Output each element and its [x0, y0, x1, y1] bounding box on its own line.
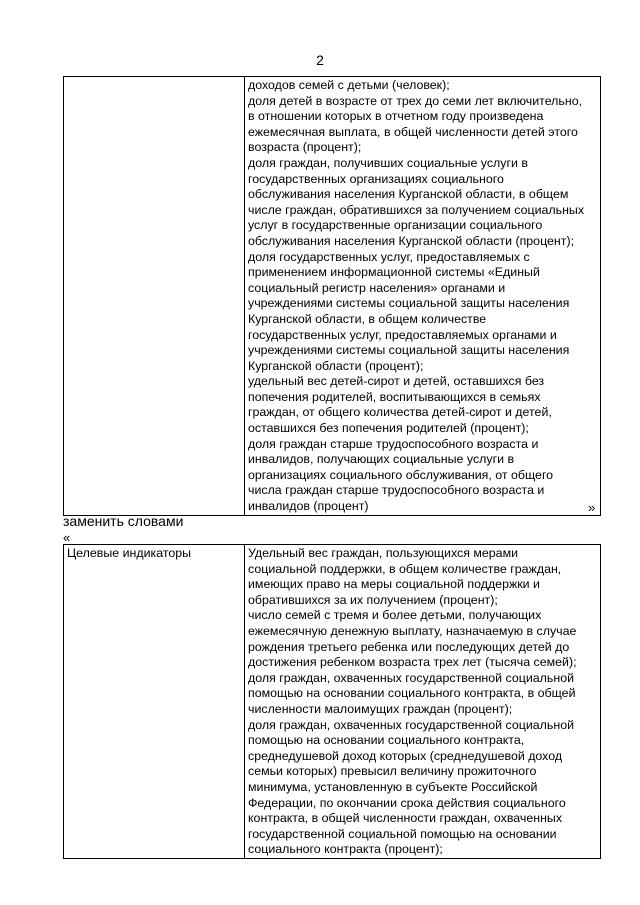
indicators-table-new [63, 544, 601, 859]
table-cell-indicators: доходов семей с детьми (человек); доля детей в возрасте от трех до семи лет включительно, в отношении которых в отчетном году произведена ежемесячная выплата, в общей численности детей этого возраста (процент); доля граждан, получивших социальные услуги в государственных организациях социального обслуживания населения Курганской области, в общем числе граждан, обратившихся за получением социальных услуг в государственные организации социального обслуживания населения Курганской области (процент); доля государственных услуг, предоставляемых с применением информационной системы «Единый социальный регистр населения» органами и учреждениями системы социальной защиты населения Курганской области, в общем количестве государственных услуг, предоставляемых органами и учреждениями системы социальной защиты населения Курганской области (процент); удельный вес детей-сирот и детей, оставшихся без попечения родителей, воспитывающихся в семьях граждан, от общего количества детей-сирот и детей, оставшихся без попечения родителей (процент); доля граждан старше трудоспособного возраста и инвалидов, получающих социальные услуги в организациях социального обслуживания, от общего числа граждан старше трудоспособного возраста и инвалидов (процент) [245, 77, 601, 516]
page-number: 2 [316, 52, 324, 68]
table-cell-label [64, 77, 245, 516]
opening-quote: « [63, 530, 71, 545]
table-row [64, 545, 601, 859]
table-cell-label: Целевые индикаторы [64, 545, 245, 859]
closing-quote: » [588, 500, 596, 515]
indicators-table-old [63, 76, 601, 516]
table-cell-indicators: Удельный вес граждан, пользующихся мерами социальной поддержки, в общем количестве граждан, имеющих право на меры социальной поддержки и обратившихся за их получением (процент); число семей с тремя и более детьми, получающих ежемесячную денежную выплату, назначаемую в случае рождения третьего ребенка или последующих детей до достижения ребенком возраста трех лет (тысяча семей); доля граждан, охваченных государственной социальной помощью на основании социального контракта, в общей численности малоимущих граждан (процент); доля граждан, охваченных государственной социальной помощью на основании социального контракта, среднедушевой доход которых (среднедушевой доход семьи которых) превысил величину прожиточного минимума, установленную в субъекте Российской Федерации, по окончании срока действия социального контракта, в общей численности граждан, охваченных государственной социальной помощью на основании социального контракта (процент); [245, 545, 601, 859]
table-row [64, 77, 601, 516]
replace-phrase: заменить словами [63, 513, 184, 529]
